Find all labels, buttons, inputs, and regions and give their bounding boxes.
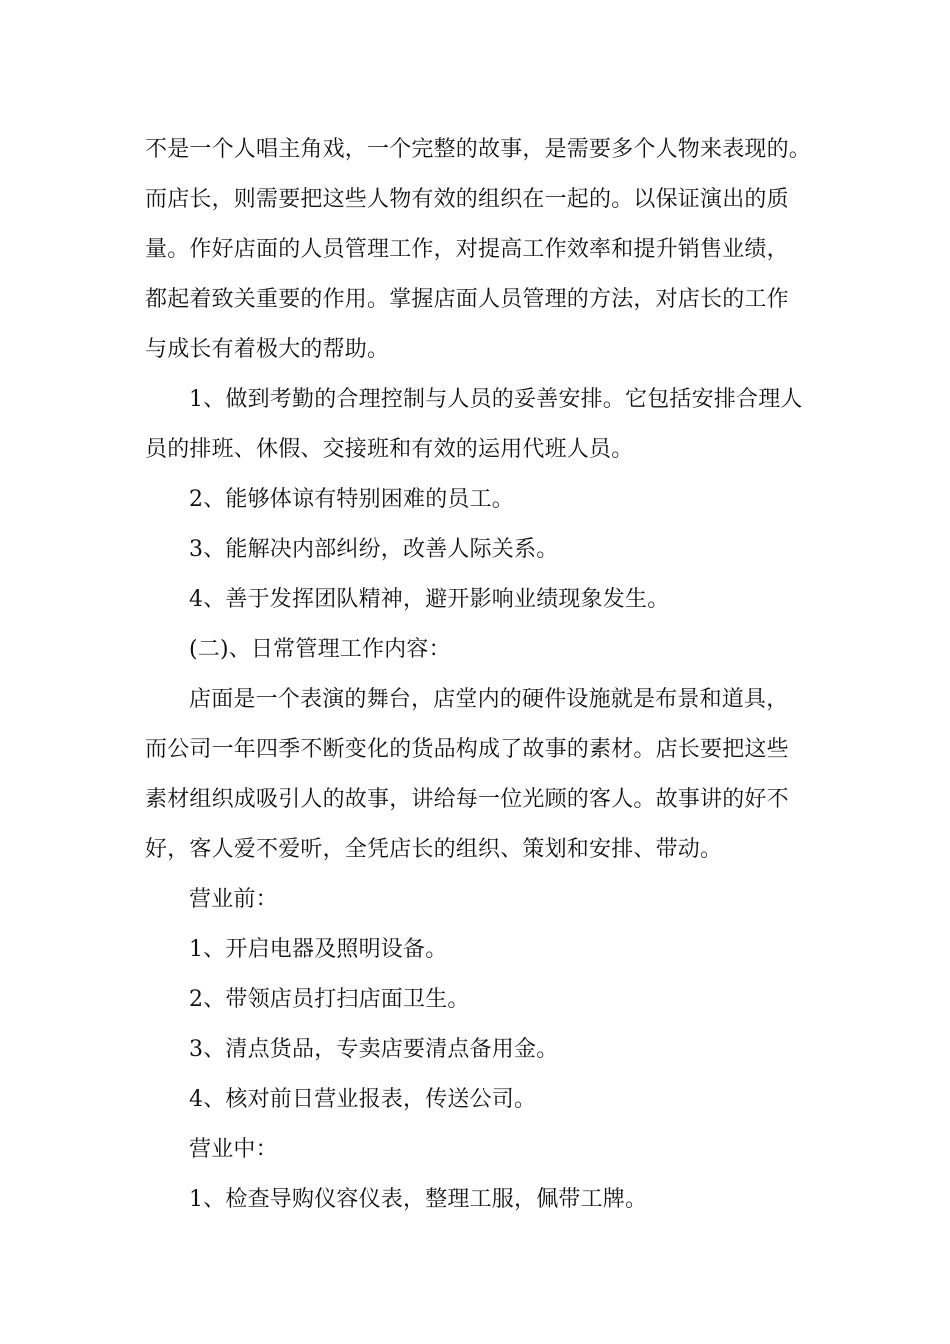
text-line: 员的排班、休假、交接班和有效的运用代班人员。: [145, 437, 634, 462]
text-line: 好，客人爱不爱听，全凭店长的组织、策划和安排、带动。: [145, 837, 723, 862]
text-line: 2、带领店员打扫店面卫生。: [189, 987, 470, 1012]
text-line: 素材组织成吸引人的故事，讲给每一位光顾的客人。故事讲的好不: [145, 787, 789, 812]
text-line: 1、做到考勤的合理控制与人员的妥善安排。它包括安排合理人: [189, 387, 803, 412]
text-line: 与成长有着极大的帮助。: [145, 337, 390, 362]
document-body: [145, 125, 815, 1225]
text-line: 都起着致关重要的作用。掌握店面人员管理的方法，对店长的工作: [145, 287, 789, 312]
text-line: 店面是一个表演的舞台，店堂内的硬件设施就是布景和道具，: [189, 687, 789, 712]
subsection-heading: 营业中：: [189, 1137, 278, 1162]
text-line: 而公司一年四季不断变化的货品构成了故事的素材。店长要把这些: [145, 737, 789, 762]
text-line: 4、善于发挥团队精神，避开影响业绩现象发生。: [189, 587, 670, 612]
text-line: 2、能够体谅有特别困难的员工。: [189, 487, 514, 512]
subsection-heading: 营业前：: [189, 887, 278, 912]
text-line: 不是一个人唱主角戏，一个完整的故事，是需要多个人物来表现的。: [145, 137, 812, 162]
text-line: 4、核对前日营业报表，传送公司。: [189, 1087, 537, 1112]
text-line: 而店长，则需要把这些人物有效的组织在一起的。以保证演出的质: [145, 187, 789, 212]
section-heading: (二)、日常管理工作内容：: [189, 637, 451, 662]
text-line: 量。作好店面的人员管理工作，对提高工作效率和提升销售业绩，: [145, 237, 789, 262]
text-line: 1、开启电器及照明设备。: [189, 937, 448, 962]
text-line: 3、清点货品，专卖店要清点备用金。: [189, 1037, 559, 1062]
text-line: 1、检查导购仪容仪表，整理工服，佩带工牌。: [189, 1187, 648, 1212]
text-line: 3、能解决内部纠纷，改善人际关系。: [189, 537, 559, 562]
